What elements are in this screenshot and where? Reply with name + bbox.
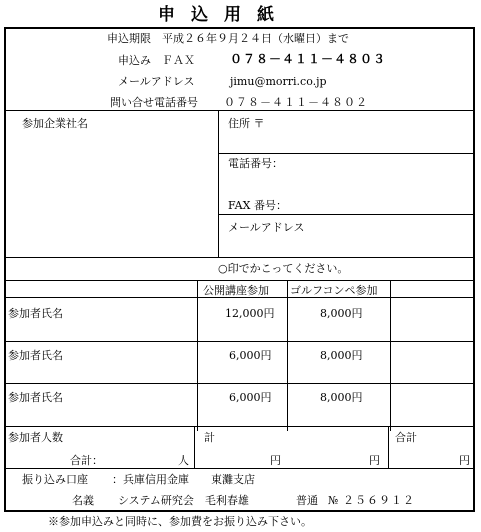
yen-unit-total: 円 (459, 454, 470, 467)
totals-line-2 (388, 426, 389, 468)
subtotal-label: 計 (204, 431, 215, 444)
participant-name-label: 参加者氏名 (8, 349, 63, 362)
phone-label: 問い合せ電話番号 (110, 96, 198, 109)
phone-number: ０７８－４１１－４８０２ (224, 96, 368, 109)
deadline-text: 申込期限 平成２６年９月２４日（水曜日）まで (107, 32, 349, 45)
divider-address (218, 153, 475, 154)
account-type: 普通 (296, 494, 318, 507)
account-no-label: № (328, 494, 339, 507)
form-title: 申込用紙 (158, 5, 290, 25)
row-divider-1 (5, 341, 475, 342)
company-fax-label: FAX 番号： (228, 199, 287, 212)
instruction-text: ○印でかこってください。 (218, 262, 349, 275)
totals-line-1 (194, 426, 195, 468)
col-line-2 (287, 280, 288, 431)
row-divider-3 (5, 426, 475, 427)
col-header-lecture: 公開講座参加 (203, 284, 269, 297)
divider-header (5, 110, 475, 111)
participant-count-label: 参加者人数 (8, 431, 63, 444)
bank-name: ：兵庫信用金庫 東灘支店 (112, 473, 255, 486)
col-line-3 (390, 280, 391, 431)
company-name-label: 参加企業社名 (22, 117, 88, 130)
tel-label: 電話番号： (228, 157, 283, 170)
fax-number: ０７８－４１１－４８０３ (230, 52, 387, 66)
golf-fee: 8,000円 (320, 349, 363, 362)
golf-fee: 8,000円 (320, 391, 363, 404)
fax-label: 申込み ＦＡＸ (118, 54, 195, 67)
company-mail-label: メールアドレス (228, 221, 305, 234)
participant-name-label: 参加者氏名 (8, 391, 63, 404)
grand-total-label: 合計 (395, 431, 417, 444)
yen-unit-golf: 円 (369, 454, 380, 467)
footer-note: ※参加申込みと同時に、参加費をお振り込み下さい。 (48, 515, 312, 528)
lecture-fee: 6,000円 (229, 391, 272, 404)
lecture-fee: 12,000円 (225, 307, 275, 320)
yen-unit-lecture: 円 (270, 454, 281, 467)
mail-label: メールアドレス (118, 75, 195, 88)
col-header-golf: ゴルフコンペ参加 (290, 284, 378, 297)
golf-fee: 8,000円 (320, 307, 363, 320)
row-divider-2 (5, 383, 475, 384)
mail-value: jimu@morri.co.jp (230, 75, 327, 88)
holder-label: 名義 (72, 494, 94, 507)
divider-fax (218, 214, 475, 215)
address-label: 住所 〒 (228, 117, 265, 130)
divider-totals (5, 468, 475, 469)
divider-col-headers (5, 297, 475, 298)
divider-company-vertical (218, 110, 219, 257)
divider-instruction (5, 280, 475, 281)
person-unit: 人 (178, 454, 189, 467)
col-line-1 (197, 280, 198, 431)
participant-name-label: 参加者氏名 (8, 307, 63, 320)
account-number: ２５６９１２ (343, 494, 415, 507)
lecture-fee: 6,000円 (229, 349, 272, 362)
total-label: 合計： (70, 454, 103, 467)
holder-name: システム研究会 毛利春雄 (118, 494, 249, 507)
divider-company (5, 257, 475, 258)
account-label: 振り込み口座 (22, 473, 88, 486)
